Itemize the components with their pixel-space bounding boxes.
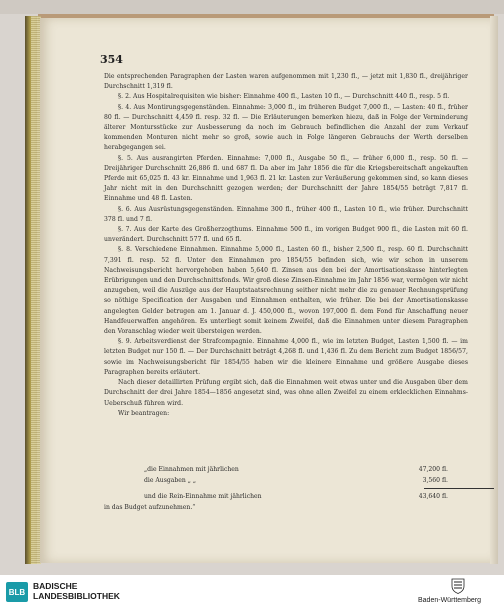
sum-rule — [424, 488, 494, 489]
summary-table — [104, 466, 468, 514]
blb-logo-icon[interactable]: BLB — [6, 582, 28, 602]
summary-row — [104, 493, 468, 504]
summary-value: 47,200 fl. — [418, 466, 448, 473]
summary-label: „die Einnahmen mit jährlichen — [144, 466, 239, 473]
summary-tail: in das Budget aufzunehmen.“ — [104, 503, 196, 511]
paragraph: Wir beantragen: — [118, 409, 170, 417]
summary-value: 3,560 fl. — [422, 476, 448, 484]
paragraph: §. 8. Verschiedene Einnahmen. Einnahme 5,000 fl., Lasten 60 fl., bisher 2,500 fl., resp. 60 fl. Durchschnitt 7,391 fl. resp. 52 fl. Unter den Einnahmen pro 1854/55 befinden sich, wie wir schon in unserem Nachweisungsbericht hervorgehoben haben 5,640 fl. Zinsen aus den bei der Amortisationskasse hinterlegten Erübrigungen und den Durchschnittsfonds. Wir groß diese Zinsen-Einnahme im Jahr 1856 war, vermögen wir nicht anzugeben, weil die Auszüge aus der Hauptstaatsrechnung seither nicht mehr die zu genauer Rechnungsprüfung so nöthige Specification der Ausgaben und Einnahmen enthalten, wie früher. Die bei der Amortisationskasse angelegten Gelder betrugen am 1. Januar d. J. 450,000 fl., wovon 197,000 fl. dem Fond für Anschaffung neuer Handfeuerwaffen angehören. Es unterliegt somit keinem Zweifel, daß die Einnahmen unter diesem Paragraphen den Voranschlag wieder weit übersteigen werden. — [104, 246, 468, 336]
paragraph: Die entsprechenden Paragraphen der Lasten waren aufgenommen mit 1,230 fl., — jetzt mit 1,830 fl., dreijähriger Durchschnitt 1,319 fl. — [104, 73, 468, 91]
body-text — [104, 72, 468, 419]
summary-row — [104, 466, 468, 477]
summary-tail-row — [104, 504, 468, 515]
summary-row — [104, 477, 468, 488]
paragraph: §. 9. Arbeitsverdienst der Strafcompagnie. Einnahme 4,000 fl., wie im letzten Budget, Lasten 1,500 fl. — im letzten Budget nur 150 fl. — Der Durchschnitt beträgt 4,268 fl. und 1,436 fl. Zu dem Bericht zum Budget 1856/57, sowie im Nachweisungsbericht für 1854/55 haben wir die kleinere Einnahme und größere Ausgabe dieses Paragraphen bereits erläutert. — [104, 338, 468, 376]
page-number: 354 — [100, 53, 123, 66]
library-name-line1: BADISCHE — [33, 581, 78, 591]
paragraph: §. 2. Aus Hospitalrequisiten wie bisher: Einnahme 400 fl., Lasten 10 fl., — Durchschnitt 440 fl., resp. 5 fl. — [118, 93, 450, 101]
summary-label: die Ausgaben „ „ — [144, 476, 196, 484]
paragraph: §. 4. Aus Montirungsgegenständen. Einnahme: 3,000 fl., im früheren Budget 7,000 fl., — Lasten: 40 fl., früher 80 fl. — Durchschnitt 4,459 fl. resp. 32 fl. — Die Erläuterungen bemerken hiezu, daß in Folge der Verminderung älterer Montursstücke zur Ausbesserung da noch im Gebrauch befindlichen die Anzahl der zum Verkauf kommenden Monturen nicht mehr so groß, sowie auch in Folge längeren Gebrauchs der Werth derselben herabgegangen sei. — [104, 103, 468, 152]
paragraph: Nach dieser detaillirten Prüfung ergibt sich, daß die Einnahmen weit etwas unter und die Ausgaben über dem Durchschnitt der drei Jahre 1854—1856 angesetzt sind, was ohne allen Zweifel zu einem erklecklichen Einnahms-Ueberschuß führen wird. — [104, 379, 468, 407]
library-name[interactable] — [33, 581, 120, 601]
scan-background — [0, 0, 504, 14]
page-fore-edge — [490, 16, 498, 564]
paragraph: §. 7. Aus der Karte des Großherzogthums. Einnahme 500 fl., im vorigen Budget 900 fl., die Lasten mit 60 fl. unverändert. Durchschnitt 577 fl. und 65 fl. — [104, 226, 468, 244]
paragraph: §. 6. Aus Ausrüstungsgegenständen. Einnahme 300 fl., früher 400 fl., Lasten 10 fl., wie früher. Durchschnitt 378 fl. und 7 fl. — [104, 205, 468, 223]
summary-label: und die Rein-Einnahme mit jährlichen — [144, 493, 262, 500]
paragraph: §. 5. Aus ausrangirten Pferden. Einnahme: 7,000 fl., Ausgabe 50 fl., — früher 6,000 fl., resp. 50 fl. — Dreijähriger Durchschnitt 26,886 fl. und 687 fl. Da aber im Jahr 1856 die für die Kriegsbereitschaft angekauften Pferde mit 65,025 fl. 43 kr. Einnahme und 1,963 fl. 21 kr. Lasten zur Veräußerung gekommen sind, so kann dieses Jahr nicht mit in den Durchschnitt gezogen werden; der Durchschnitt der Jahre 1854/55 beträgt 7,817 fl. Einnahme und 48 fl. Lasten. — [104, 154, 468, 203]
library-name-line2: LANDESBIBLIOTHEK — [33, 591, 120, 601]
summary-value: 43,640 fl. — [418, 493, 448, 500]
coat-of-arms-icon — [451, 578, 465, 594]
region-label: Baden-Württemberg — [418, 597, 482, 604]
